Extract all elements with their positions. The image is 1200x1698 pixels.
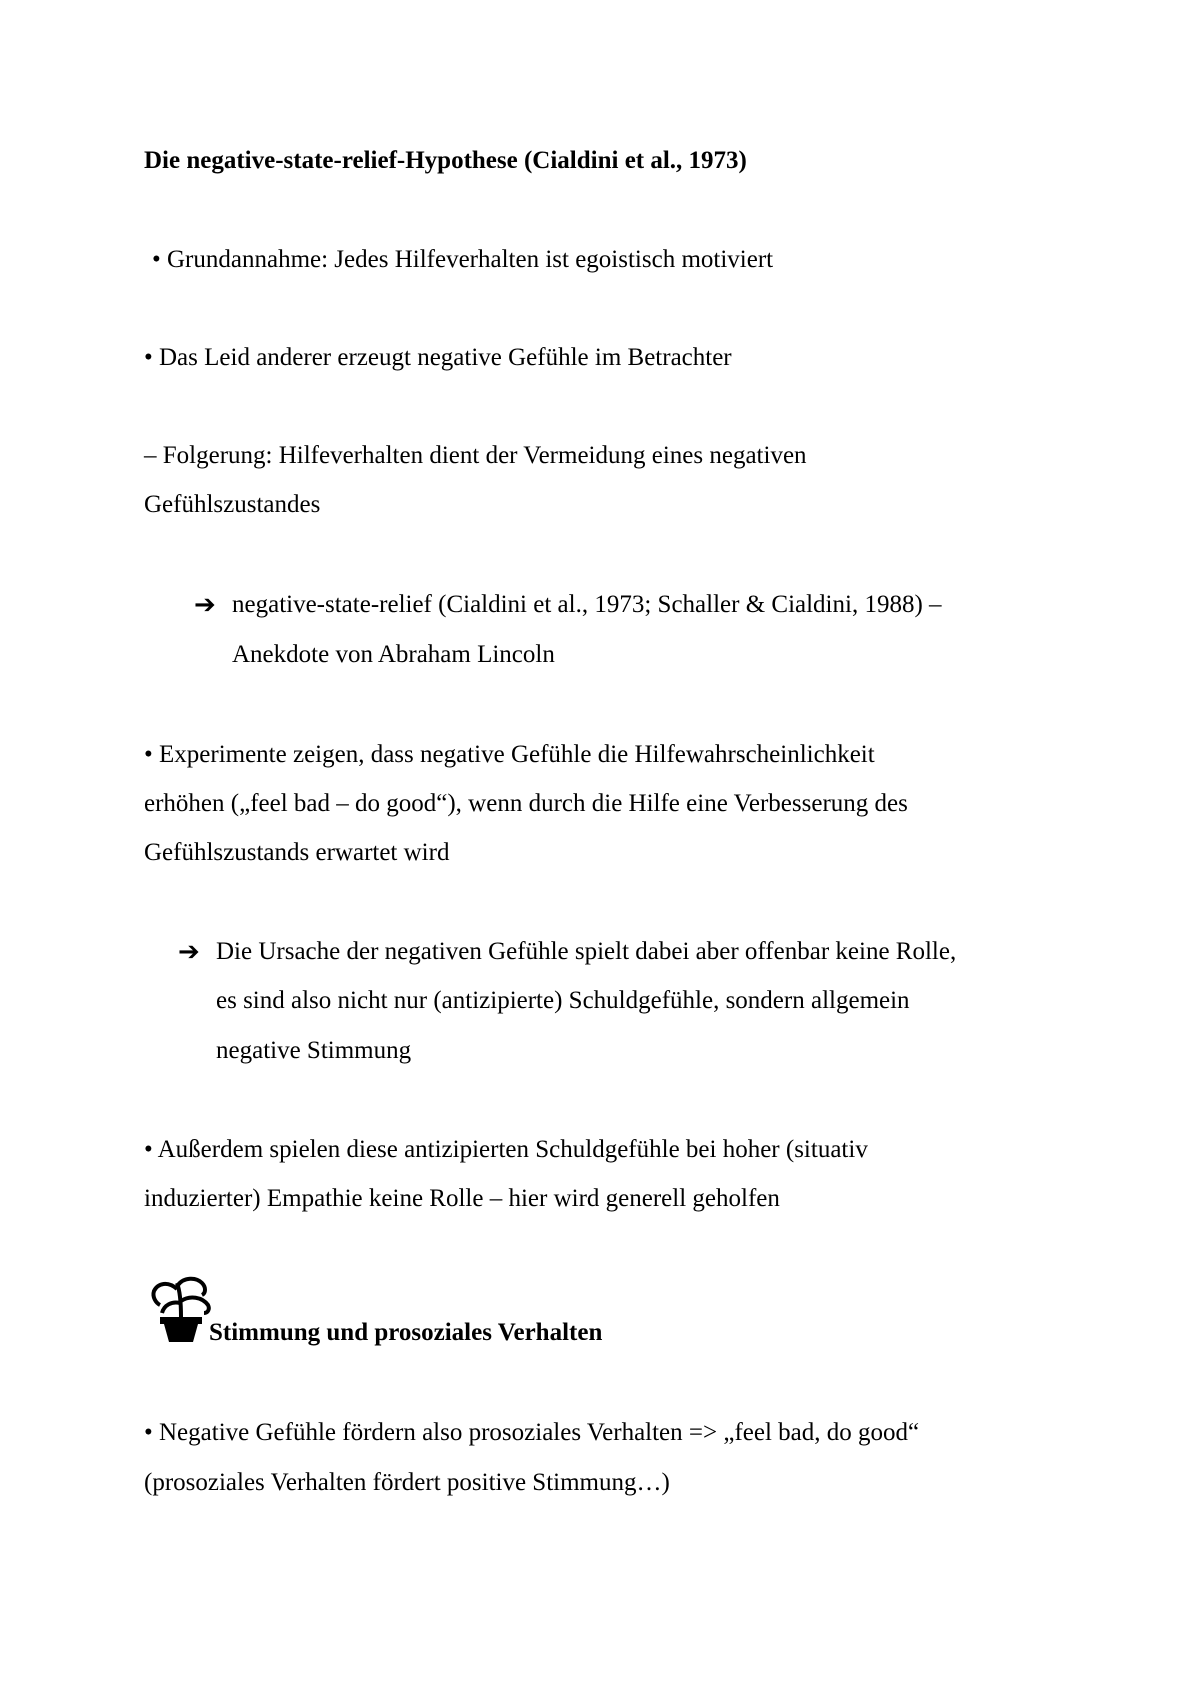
potted-plant-icon: [150, 1275, 212, 1343]
arrow-right-icon: ➔: [194, 590, 216, 620]
arrow-right-icon: ➔: [178, 937, 200, 967]
bullet-ausserdem-line-1: • Außerdem spielen diese antizipierten Schuldgefühle bei hoher (situativ: [144, 1136, 868, 1163]
folgerung-line-1: – Folgerung: Hilfeverhalten dient der Vermeidung eines negativen: [144, 442, 807, 469]
page-title: Die negative-state-relief-Hypothese (Cialdini et al., 1973): [144, 147, 747, 174]
folgerung-line-2: Gefühlszustandes: [144, 491, 321, 518]
arrow-note-2-line-3: negative Stimmung: [216, 1037, 412, 1064]
bullet-grundannahme: • Grundannahme: Jedes Hilfeverhalten ist egoistisch motiviert: [152, 246, 774, 273]
arrow-note-2-line-2: es sind also nicht nur (antizipierte) Schuldgefühle, sondern allgemein: [216, 987, 910, 1014]
bullet-leid: • Das Leid anderer erzeugt negative Gefühle im Betrachter: [144, 344, 732, 371]
arrow-note-2-line-1: Die Ursache der negativen Gefühle spielt dabei aber offenbar keine Rolle,: [216, 938, 957, 965]
bullet-negative-line-2: (prosoziales Verhalten fördert positive Stimmung…): [144, 1469, 670, 1496]
bullet-experimente-line-2: erhöhen („feel bad – do good“), wenn durch die Hilfe eine Verbesserung des: [144, 790, 908, 817]
bullet-negative-line-1: • Negative Gefühle fördern also prosoziales Verhalten => „feel bad, do good“: [144, 1419, 920, 1446]
bullet-experimente-line-3: Gefühlszustands erwartet wird: [144, 839, 450, 866]
section-heading: Stimmung und prosoziales Verhalten: [209, 1319, 603, 1346]
arrow-note-1-line-1: negative-state-relief (Cialdini et al., 1973; Schaller & Cialdini, 1988) –: [232, 591, 942, 618]
bullet-experimente-line-1: • Experimente zeigen, dass negative Gefühle die Hilfewahrscheinlichkeit: [144, 741, 875, 768]
bullet-ausserdem-line-2: induzierter) Empathie keine Rolle – hier wird generell geholfen: [144, 1185, 780, 1212]
arrow-note-1-line-2: Anekdote von Abraham Lincoln: [232, 641, 555, 668]
